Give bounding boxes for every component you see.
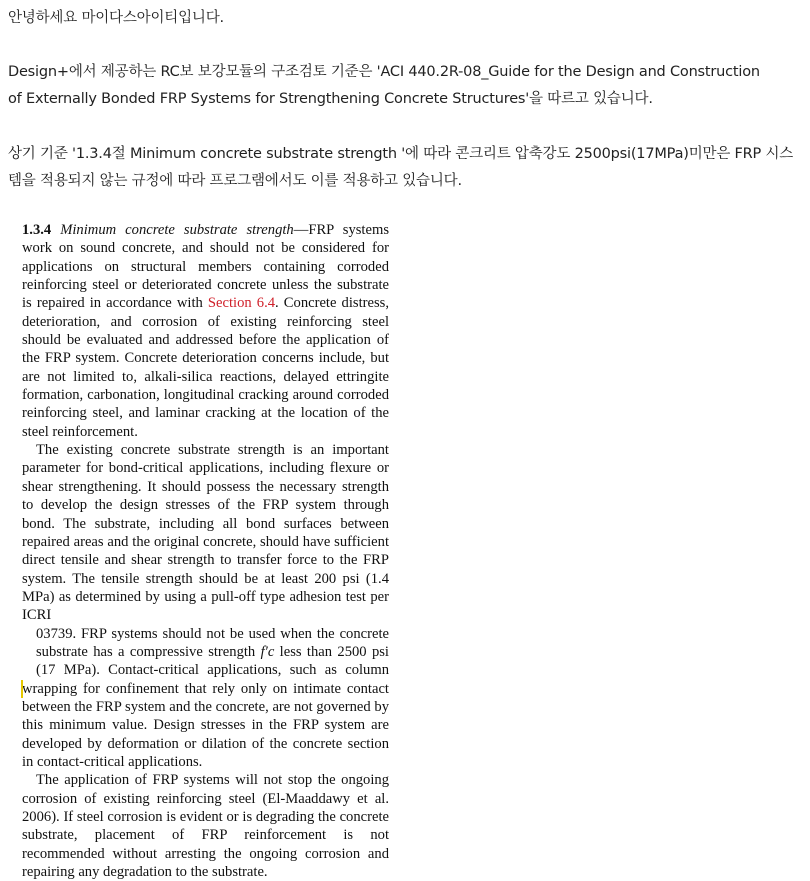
highlight-line-2 [22,643,389,661]
excerpt-paragraph-3: The application of FRP systems will not stop the ongoing corrosion of existing reinforcing steel (El-Maaddawy et al. 2006). If steel corrosion is evident or is degrading the concrete substrate, placement of FRP reinforcement is not recommended without arresting the ongoing corrosion and repairing any degradation to the substrate. [22,772,389,881]
standard-reference-line-1: Design+에서 제공하는 RC보 보강모듈의 구조검토 기준은 'ACI 440.2R-08_Guide for the Design and Construction [8,64,760,80]
highlight-line-3: (17 MPa). Contact-critical applications, such as column [36,662,389,679]
compressive-strength-symbol: f′c [260,643,275,660]
highlight-line-1: 03739. FRP systems should not be used when the concrete [36,625,389,642]
excerpt-p2-before: The existing concrete substrate strength is an important parameter for bond-critical applications, including flexure or shear strengthening. It should possess the necessary strength to develop the design stresses of the FRP system through bond. The substrate, including all bond surfaces between repaired areas and the original concrete, should have sufficient direct tensile and shear strength to transfer force to the FRP system. The tensile strength should be at least 200 psi (1.4 MPa) as determined by using a pull-off type adhesion test per ICRI [22,442,389,624]
aci-excerpt-image [22,221,389,881]
clause-explanation-line-2: 템을 적용되지 않는 규정에 따라 프로그램에서도 이를 적용하고 있습니다. [8,173,462,189]
excerpt-p1-rest: . Concrete distress, deterioration, and corrosion of existing reinforcing steel should be evaluated and addressed before the application of the FRP system. Concrete deterioration concerns include, but are not limited to, alkali-silica reactions, delayed ettringite formation, carbonation, longitudinal cracking around corroded reinforcing steel, and laminar cracking at the location of the steel reinforcement. [22,295,389,440]
excerpt-paragraph-1 [22,221,389,441]
excerpt-p2-after: wrapping for confinement that rely only on intimate contact between the FRP system and the concrete, are not governed by this minimum value. Design stresses in the FRP system are developed by deformation or dilation of the concrete section in contact-critical applications. [22,680,389,770]
excerpt-p1-lead: —FRP systems work on sound concrete, and should not be considered for applications on structural members containing corroded reinforcing steel or deteriorated concrete unless the substrate is repaired in accordance with [22,222,389,312]
section-number: 1.3.4 [22,222,52,238]
highlighted-requirement [22,625,389,680]
section-6-4-link[interactable]: Section 6.4 [207,295,276,312]
highlight-line-2b: less than 2500 psi [274,643,389,660]
clause-explanation-line-1: 상기 기준 '1.3.4절 Minimum concrete substrate strength '에 따라 콘크리트 압축강도 2500psi(17MPa)미만은 FRP 시스 [8,146,794,162]
greeting-text: 안녕하세요 마이다스아이티입니다. [8,10,224,26]
excerpt-paragraph-2 [22,441,389,771]
section-title: Minimum concrete substrate strength [60,222,294,238]
standard-reference-line-2: of Externally Bonded FRP Systems for Strengthening Concrete Structures'을 따르고 있습니다. [8,91,653,107]
highlight-line-2a: substrate has a compressive strength [36,643,261,660]
